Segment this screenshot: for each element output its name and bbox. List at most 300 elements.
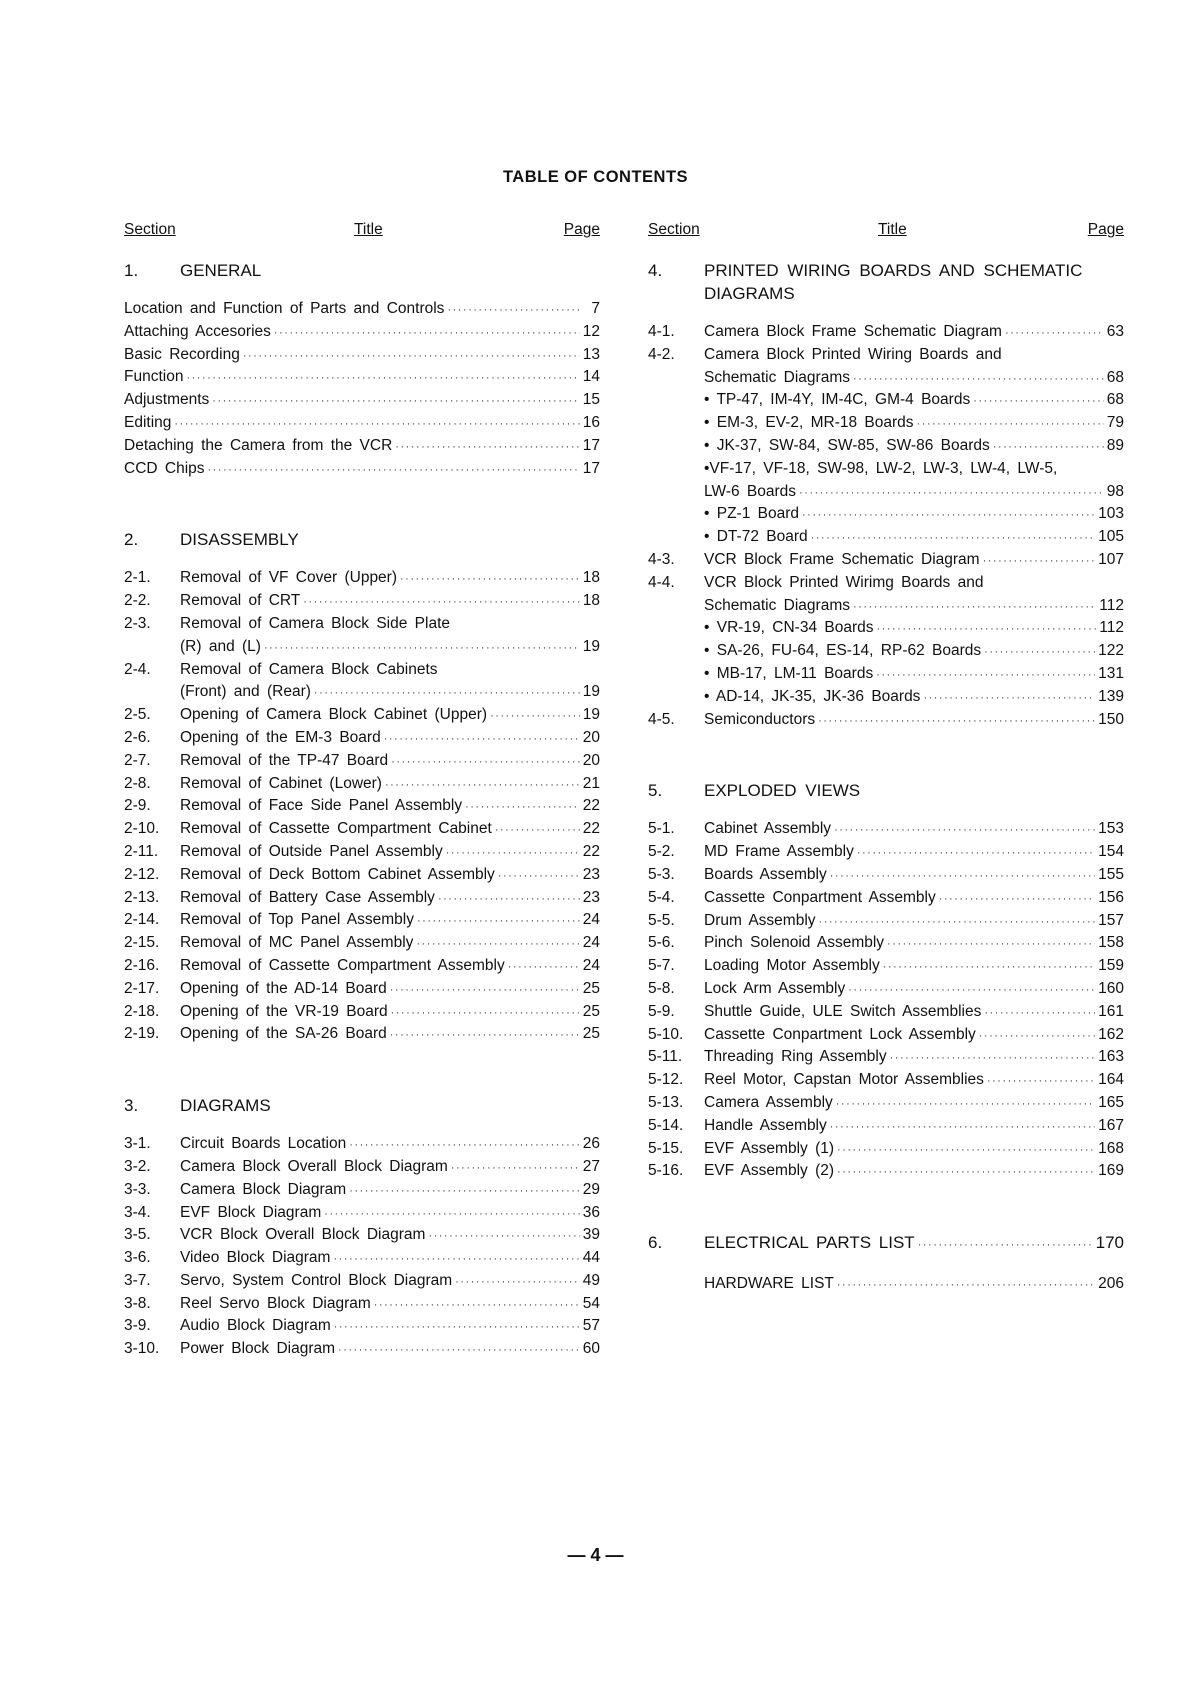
toc-group <box>124 259 600 480</box>
entry-number: 2-1. <box>124 569 151 587</box>
entry-page: 25 <box>582 1025 600 1043</box>
toc-entry[interactable] <box>124 1133 600 1156</box>
dot-leader <box>802 504 1095 527</box>
entry-page: 23 <box>582 888 600 906</box>
entry-number: 4-5. <box>648 710 675 728</box>
toc-entry[interactable] <box>124 818 600 841</box>
toc-entry[interactable] <box>124 613 600 636</box>
dot-leader <box>819 911 1096 934</box>
toc-entry[interactable] <box>648 572 1124 595</box>
entry-title: • VR-19, CN-34 Boards <box>704 619 874 637</box>
toc-entry[interactable] <box>124 727 600 750</box>
entry-page: 105 <box>1098 528 1124 546</box>
entry-number: 3-3. <box>124 1180 151 1198</box>
toc-entry[interactable] <box>124 1156 600 1179</box>
toc-entry[interactable] <box>124 567 600 590</box>
group-title: DIAGRAMS <box>180 1096 271 1116</box>
entry-body <box>704 367 1124 391</box>
toc-entry[interactable] <box>648 549 1124 572</box>
entry-body <box>704 344 1124 367</box>
entry-body <box>704 686 1124 710</box>
toc-entry[interactable] <box>648 458 1124 481</box>
entry-number: 5-16. <box>648 1162 684 1180</box>
toc-entry[interactable] <box>648 1160 1124 1183</box>
entry-page: 17 <box>582 459 600 477</box>
entry-body <box>704 617 1124 641</box>
entry-body <box>124 298 600 322</box>
toc-entry[interactable] <box>124 344 600 367</box>
toc-entry[interactable] <box>648 367 1124 390</box>
toc-entry[interactable] <box>648 640 1124 663</box>
header-title: Title <box>878 221 907 238</box>
toc-entry[interactable] <box>648 1024 1124 1047</box>
entry-title: • DT-72 Board <box>704 528 808 546</box>
entry-body <box>180 887 600 911</box>
toc-column-left <box>124 221 600 1361</box>
entry-number: 2-15. <box>124 934 160 952</box>
entry-page: 168 <box>1098 1139 1124 1157</box>
entry-page: 22 <box>582 842 600 860</box>
dot-leader <box>495 819 580 842</box>
entry-body <box>704 321 1124 345</box>
dot-leader <box>465 796 580 819</box>
entry-page: 16 <box>582 413 600 431</box>
entry-page: 44 <box>582 1249 600 1267</box>
dot-leader <box>446 842 580 865</box>
toc-entry[interactable] <box>648 978 1124 1001</box>
dot-leader <box>490 705 580 728</box>
toc-entry[interactable] <box>124 636 600 659</box>
dot-leader <box>1005 322 1104 345</box>
dot-leader <box>274 322 580 345</box>
entry-list <box>124 1133 600 1361</box>
entry-list <box>124 567 600 1046</box>
toc-entry[interactable] <box>648 887 1124 910</box>
entry-page: 19 <box>582 683 600 701</box>
entry-page: 131 <box>1098 664 1124 682</box>
dot-leader <box>455 1271 580 1294</box>
toc-entry[interactable] <box>124 590 600 613</box>
toc-entry[interactable] <box>648 595 1124 618</box>
toc-entry[interactable] <box>648 1069 1124 1092</box>
entry-number: 3-2. <box>124 1157 151 1175</box>
entry-body <box>704 1001 1124 1025</box>
entry-number: 2-5. <box>124 706 151 724</box>
entry-title: LW-6 Boards <box>704 482 797 500</box>
entry-title: VCR Block Frame Schematic Diagram <box>704 550 980 568</box>
entry-body <box>704 1138 1124 1162</box>
entry-number: 2-7. <box>124 751 151 769</box>
entry-number: 3-1. <box>124 1135 151 1153</box>
entry-page: 162 <box>1098 1025 1124 1043</box>
toc-entry[interactable] <box>124 389 600 412</box>
entry-body <box>180 1133 600 1157</box>
entry-number: 5-1. <box>648 820 675 838</box>
entry-title: Servo, System Control Block Diagram <box>180 1271 453 1289</box>
entry-title: Function <box>124 368 184 386</box>
entry-page: 98 <box>1106 482 1124 500</box>
entry-number: 5-14. <box>648 1116 684 1134</box>
entry-body <box>180 932 600 956</box>
entry-number: 2-16. <box>124 956 160 974</box>
toc-entry[interactable] <box>648 435 1124 458</box>
entry-body <box>704 1273 1124 1297</box>
entry-list <box>648 321 1124 731</box>
page-number: — 4 — <box>567 1545 624 1565</box>
toc-entry[interactable] <box>124 932 600 955</box>
entry-body <box>704 709 1124 733</box>
toc-entry[interactable] <box>124 1001 600 1024</box>
entry-body <box>180 750 600 774</box>
group-title: GENERAL <box>180 261 262 280</box>
entry-page: 22 <box>582 797 600 815</box>
dot-leader <box>917 413 1104 436</box>
toc-entry[interactable] <box>124 1023 600 1046</box>
dot-leader <box>498 865 580 888</box>
toc-entry[interactable] <box>124 841 600 864</box>
toc-entry[interactable] <box>648 1001 1124 1024</box>
entry-body <box>180 1315 600 1339</box>
entry-body <box>180 1224 600 1248</box>
toc-entry[interactable] <box>124 864 600 887</box>
entry-body <box>180 1202 600 1226</box>
entry-number: 5-15. <box>648 1139 684 1157</box>
toc-entry[interactable] <box>124 435 600 458</box>
toc-entry[interactable] <box>124 1202 600 1225</box>
entry-body <box>180 864 600 888</box>
entry-body <box>180 1293 600 1317</box>
dot-leader <box>395 436 579 459</box>
toc-entry[interactable] <box>124 773 600 796</box>
toc-group <box>648 779 1124 1183</box>
entry-body <box>180 978 600 1002</box>
dot-leader <box>385 774 580 797</box>
toc-entry[interactable] <box>124 978 600 1001</box>
dot-leader <box>264 637 580 660</box>
entry-number: 2-12. <box>124 865 160 883</box>
entry-number: 5-11. <box>648 1048 683 1066</box>
toc-entry[interactable] <box>124 909 600 932</box>
dot-leader <box>303 591 579 614</box>
entry-title: Removal of Camera Block Cabinets <box>180 660 438 678</box>
entry-title: Removal of VF Cover (Upper) <box>180 569 398 587</box>
group-page: 170 <box>1095 1233 1124 1253</box>
header-section: Section <box>124 221 176 238</box>
entry-body <box>704 572 1124 595</box>
entry-body <box>180 1247 600 1271</box>
entry-body <box>124 366 600 390</box>
dot-leader <box>837 1274 1095 1297</box>
toc-entry[interactable] <box>648 344 1124 367</box>
entry-page: 165 <box>1098 1093 1124 1111</box>
dot-leader <box>314 682 580 705</box>
entry-body <box>704 841 1124 865</box>
entry-title: Removal of Cassette Compartment Assembly <box>180 956 505 974</box>
dot-leader <box>887 933 1095 956</box>
toc-entry[interactable] <box>124 887 600 910</box>
entry-title: Boards Assembly <box>704 865 827 883</box>
entry-body <box>704 1069 1124 1093</box>
toc-entry[interactable] <box>648 481 1124 504</box>
entry-title: Adjustments <box>124 391 210 409</box>
dot-leader <box>984 641 1095 664</box>
toc-column-right <box>648 221 1124 1296</box>
toc-entry[interactable] <box>648 910 1124 933</box>
dot-leader <box>417 910 580 933</box>
dot-leader <box>979 1025 1095 1048</box>
entry-title: Pinch Solenoid Assembly <box>704 934 885 952</box>
entry-number: 2-2. <box>124 592 151 610</box>
entry-body <box>180 1179 600 1203</box>
column-header <box>124 221 600 241</box>
dot-leader <box>836 1093 1095 1116</box>
toc-entry[interactable] <box>124 955 600 978</box>
entry-body <box>704 910 1124 934</box>
dot-leader <box>390 1024 580 1047</box>
dot-leader <box>212 390 579 413</box>
toc-entry[interactable] <box>648 389 1124 412</box>
entry-title: Lock Arm Assembly <box>704 979 846 997</box>
toc-entry[interactable] <box>124 458 600 481</box>
entry-number: 4-1. <box>648 323 675 340</box>
dot-leader <box>333 1248 579 1271</box>
entry-page: 49 <box>582 1271 600 1289</box>
toc-entry[interactable] <box>648 412 1124 435</box>
dot-leader <box>853 368 1104 391</box>
entry-title: Attaching Accesories <box>124 322 271 340</box>
entry-title: (Front) and (Rear) <box>180 683 311 701</box>
group-heading <box>124 1094 600 1117</box>
group-title: ELECTRICAL PARTS LIST <box>704 1233 915 1253</box>
entry-page: 23 <box>582 865 600 883</box>
dot-leader <box>993 436 1104 459</box>
group-number: 5. <box>648 781 663 801</box>
entry-body <box>180 636 600 660</box>
toc-entry[interactable] <box>648 1138 1124 1161</box>
dot-leader <box>857 842 1095 865</box>
group-title: DISASSEMBLY <box>180 530 299 550</box>
entry-title: • TP-47, IM-4Y, IM-4C, GM-4 Boards <box>704 391 971 409</box>
entry-number: 2-3. <box>124 614 151 632</box>
toc-entry[interactable] <box>124 704 600 727</box>
toc-entry[interactable] <box>648 818 1124 841</box>
toc-entry[interactable] <box>124 1270 600 1293</box>
entry-title: • PZ-1 Board <box>704 505 799 523</box>
entry-body <box>180 681 600 705</box>
entry-page: 169 <box>1098 1162 1124 1180</box>
entry-number: 4-2. <box>648 345 675 363</box>
entry-title: Removal of Cabinet (Lower) <box>180 774 382 792</box>
entry-title: VCR Block Printed Wirimg Boards and <box>704 573 984 591</box>
entry-number: 2-4. <box>124 660 151 678</box>
toc-entry[interactable] <box>648 503 1124 526</box>
toc-entry[interactable] <box>124 1179 600 1202</box>
entry-title: • SA-26, FU-64, ES-14, RP-62 Boards <box>704 642 982 660</box>
toc-entry[interactable] <box>648 864 1124 887</box>
entry-body <box>180 727 600 751</box>
entry-body <box>704 818 1124 842</box>
toc-entry[interactable] <box>124 298 600 321</box>
toc-entry[interactable] <box>648 1092 1124 1115</box>
entry-title: Removal of Outside Panel Assembly <box>180 842 443 860</box>
group-heading-body <box>704 1231 1124 1257</box>
entry-number: 5-8. <box>648 979 675 997</box>
toc-entry[interactable] <box>648 1115 1124 1138</box>
entry-number: 3-7. <box>124 1271 151 1289</box>
entry-number: 2-8. <box>124 774 151 792</box>
dot-leader <box>349 1180 580 1203</box>
toc-entry[interactable] <box>124 795 600 818</box>
toc-entry[interactable] <box>124 412 600 435</box>
entry-body <box>124 435 600 459</box>
entry-number: 5-7. <box>648 957 675 975</box>
group-heading <box>648 259 1124 305</box>
toc-entry[interactable] <box>648 526 1124 549</box>
entry-page: 150 <box>1098 710 1124 728</box>
entry-page: 89 <box>1106 436 1124 454</box>
entry-number: 4-4. <box>648 573 675 591</box>
entry-title: VCR Block Overall Block Diagram <box>180 1226 426 1244</box>
toc-entry[interactable] <box>124 321 600 344</box>
entry-page: 112 <box>1099 596 1124 614</box>
entry-title: Cassette Conpartment Lock Assembly <box>704 1025 976 1043</box>
entry-title: • AD-14, JK-35, JK-36 Boards <box>704 687 921 705</box>
toc-entry[interactable] <box>648 955 1124 978</box>
entry-page: 107 <box>1098 550 1124 568</box>
dot-leader <box>837 1139 1095 1162</box>
entry-page: 25 <box>582 1002 600 1020</box>
dot-leader <box>338 1339 580 1362</box>
toc-entry[interactable] <box>124 1315 600 1338</box>
entry-title: Video Block Diagram <box>180 1249 331 1267</box>
entry-title: Editing <box>124 413 172 431</box>
entry-page: 20 <box>582 728 600 746</box>
entry-page: 112 <box>1099 619 1124 637</box>
toc-entry[interactable] <box>124 1293 600 1316</box>
entry-number: 2-9. <box>124 797 151 815</box>
entry-title: Removal of the TP-47 Board <box>180 751 389 769</box>
entry-page: 155 <box>1098 865 1124 883</box>
toc-entry[interactable] <box>648 686 1124 709</box>
entry-page: 163 <box>1098 1048 1124 1066</box>
entry-title: Removal of Camera Block Side Plate <box>180 614 451 632</box>
entry-body <box>704 549 1124 573</box>
entry-body <box>180 909 600 933</box>
dot-leader <box>987 1070 1095 1093</box>
dot-leader <box>923 687 1095 710</box>
entry-page: 25 <box>582 979 600 997</box>
entry-body <box>180 773 600 797</box>
entry-body <box>180 567 600 591</box>
entry-title: Semiconductors <box>704 710 816 728</box>
entry-title: Removal of Face Side Panel Assembly <box>180 797 463 815</box>
header-title: Title <box>354 221 383 238</box>
entry-body <box>180 1156 600 1180</box>
entry-page: 153 <box>1098 820 1124 838</box>
group-heading <box>124 259 600 282</box>
entry-list <box>124 298 600 480</box>
entry-body <box>704 595 1124 619</box>
toc-entry[interactable] <box>124 1224 600 1247</box>
entry-page: 63 <box>1106 323 1124 340</box>
entry-body <box>124 412 600 436</box>
entry-list <box>648 1273 1124 1296</box>
entry-page: 21 <box>582 774 600 792</box>
toc-entry[interactable] <box>124 659 600 682</box>
dot-leader <box>416 933 579 956</box>
entry-body <box>180 818 600 842</box>
dot-leader <box>374 1294 580 1317</box>
column-header <box>648 221 1124 241</box>
dot-leader <box>973 390 1104 413</box>
group-number: 2. <box>124 530 139 550</box>
dot-leader <box>324 1203 580 1226</box>
toc-entry[interactable] <box>648 1046 1124 1069</box>
toc-entry[interactable] <box>124 1247 600 1270</box>
group-number: 3. <box>124 1096 139 1116</box>
entry-body <box>704 1092 1124 1116</box>
toc-entry[interactable] <box>124 366 600 389</box>
dot-leader <box>243 345 580 368</box>
dot-leader <box>848 979 1095 1002</box>
entry-title: Schematic Diagrams <box>704 368 850 386</box>
entry-body <box>124 321 600 345</box>
toc-groups <box>124 259 600 1361</box>
entry-page: 158 <box>1098 934 1124 952</box>
entry-title: Removal of Deck Bottom Cabinet Assembly <box>180 865 495 883</box>
entry-number: 2-19. <box>124 1025 160 1043</box>
dot-leader <box>208 459 580 482</box>
entry-title: EVF Block Diagram <box>180 1203 322 1221</box>
toc-entry[interactable] <box>648 841 1124 864</box>
entry-title: • EM-3, EV-2, MR-18 Boards <box>704 414 914 432</box>
entry-body <box>704 1024 1124 1048</box>
toc-entry[interactable] <box>124 1338 600 1361</box>
entry-body <box>180 955 600 979</box>
dot-leader <box>830 1116 1095 1139</box>
entry-title: Opening of the SA-26 Board <box>180 1025 387 1043</box>
entry-number: 5-2. <box>648 843 675 861</box>
toc-entry[interactable] <box>648 663 1124 686</box>
entry-title: CCD Chips <box>124 459 205 477</box>
entry-page: 39 <box>582 1226 600 1244</box>
toc-entry[interactable] <box>648 932 1124 955</box>
toc-entry[interactable] <box>124 681 600 704</box>
group-title: PRINTED WIRING BOARDS AND SCHEMATIC DIAGRAMS <box>704 261 1083 303</box>
entry-page: 139 <box>1098 687 1124 705</box>
group-heading <box>648 1231 1124 1257</box>
entry-title: Loading Motor Assembly <box>704 957 880 975</box>
entry-title: Camera Assembly <box>704 1093 833 1111</box>
entry-body <box>180 704 600 728</box>
entry-title: Removal of Cassette Compartment Cabinet <box>180 820 492 838</box>
toc-entry[interactable] <box>648 617 1124 640</box>
toc-entry[interactable] <box>648 321 1124 344</box>
dot-leader <box>830 865 1095 888</box>
entry-number: 5-13. <box>648 1093 684 1111</box>
entry-body <box>704 864 1124 888</box>
entry-list <box>648 818 1124 1183</box>
entry-title: Basic Recording <box>124 345 240 363</box>
entry-number: 3-4. <box>124 1203 151 1221</box>
entry-number: 5-4. <box>648 888 675 906</box>
toc-entry[interactable] <box>648 709 1124 732</box>
entry-title: Opening of the VR-19 Board <box>180 1002 388 1020</box>
entry-page: 7 <box>591 300 600 317</box>
entry-number: 5-9. <box>648 1002 675 1020</box>
toc-entry[interactable] <box>124 750 600 773</box>
toc-entry[interactable] <box>648 1273 1124 1296</box>
